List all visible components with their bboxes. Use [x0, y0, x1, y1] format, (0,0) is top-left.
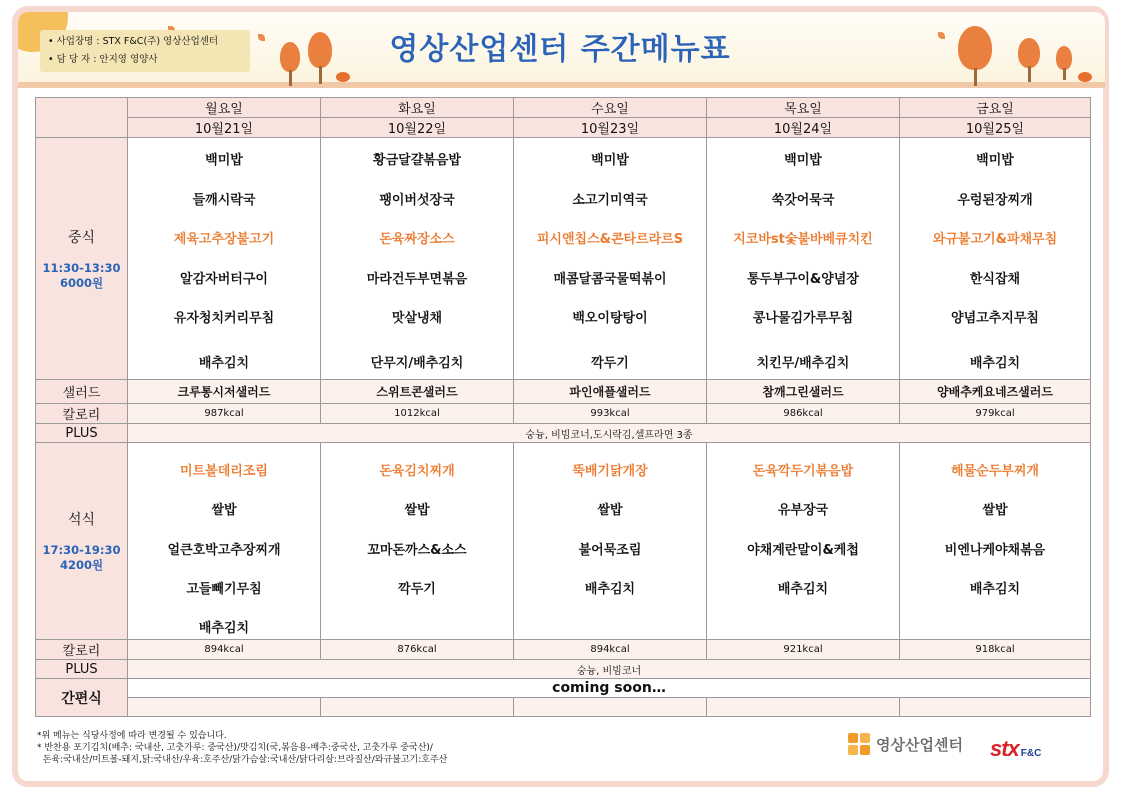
lunch-calorie: 993kcal	[514, 404, 707, 424]
lunch-calorie-label: 칼로리	[36, 404, 128, 424]
leaf-decoration	[258, 34, 265, 41]
lunch-label: 중식	[67, 229, 96, 246]
menu-item: 불어묵조림	[578, 543, 642, 558]
ground-decoration	[18, 82, 1105, 88]
center-logo	[848, 733, 963, 755]
page-title: 영상산업센터 주간메뉴표	[389, 32, 731, 67]
menu-item: 배추김치	[969, 356, 1021, 371]
dinner-calorie: 876kcal	[321, 640, 514, 660]
salad-label: 샐러드	[36, 380, 128, 404]
menu-item: 백미밥	[205, 153, 243, 168]
dinner-label-cell	[36, 443, 128, 640]
lunch-calorie: 1012kcal	[321, 404, 514, 424]
dinner-label: 석식	[67, 512, 96, 528]
center-logo-text: 영상산업센터	[876, 735, 963, 754]
manager-name: • 담 당 자 : 안지영 영양사	[48, 54, 158, 65]
menu-item: 야채계란말이&케첩	[747, 543, 859, 558]
date-header: 10월23일	[514, 118, 707, 138]
lunch-menu-cell	[900, 138, 1091, 380]
lunch-plus-label: PLUS	[36, 424, 128, 443]
day-header: 수요일	[514, 98, 707, 118]
pumpkin-decoration	[1078, 72, 1092, 82]
menu-item: 돈육짜장소스	[379, 232, 455, 247]
lunch-menu-cell	[321, 138, 514, 380]
menu-item: 매콤달콤국물떡볶이	[553, 272, 667, 287]
menu-item: 우렁된장찌개	[957, 193, 1033, 208]
dinner-calorie: 894kcal	[514, 640, 707, 660]
menu-item: 유부장국	[777, 503, 829, 518]
menu-item: 알감자버터구이	[180, 272, 268, 287]
lunch-menu-cell	[707, 138, 900, 380]
lunch-menu-cell	[514, 138, 707, 380]
menu-item: 백오이탕탕이	[572, 311, 648, 326]
salad-item: 크루통시저샐러드	[128, 380, 321, 404]
menu-item: 제육고추장불고기	[173, 232, 275, 247]
menu-item: 치킨무/배추김치	[756, 356, 850, 371]
lunch-menu-cell	[128, 138, 321, 380]
stx-logo-text: stx	[990, 736, 1019, 761]
menu-item: 한식잡채	[969, 272, 1021, 287]
snack-cell	[707, 698, 900, 717]
weekly-menu-table	[35, 97, 1091, 717]
menu-item: 배추김치	[584, 582, 636, 597]
menu-item: 통두부구이&양념장	[747, 272, 859, 287]
menu-item: 황금달걀볶음밥	[373, 153, 461, 168]
menu-item: 쑥갓어묵국	[771, 193, 835, 208]
dinner-menu-cell	[321, 443, 514, 640]
leaf-decoration	[938, 32, 945, 39]
menu-item: 쌀밥	[404, 503, 430, 518]
dinner-plus-text: 숭늉, 비빔코너	[128, 660, 1091, 679]
salad-item: 스위트콘샐러드	[321, 380, 514, 404]
menu-item: 깍두기	[398, 582, 436, 597]
snack-cell	[128, 698, 321, 717]
salad-item: 양배추케요네즈샐러드	[900, 380, 1091, 404]
menu-item: 백미밥	[784, 153, 822, 168]
dinner-calorie: 921kcal	[707, 640, 900, 660]
salad-item: 파인애플샐러드	[514, 380, 707, 404]
menu-item: 콩나물김가루무침	[752, 311, 854, 326]
day-header: 금요일	[900, 98, 1091, 118]
center-logo-icon	[848, 733, 870, 755]
lunch-price: 6000원	[59, 275, 104, 290]
date-header: 10월21일	[128, 118, 321, 138]
footnotes	[37, 730, 447, 766]
business-name: • 사업장명 : STX F&C(주) 영상산업센터	[48, 36, 219, 47]
menu-item: 돈육김치찌개	[379, 464, 455, 479]
date-header: 10월25일	[900, 118, 1091, 138]
menu-item: 미트볼데리조림	[180, 464, 268, 479]
snack-label: 간편식	[36, 679, 128, 717]
day-header: 월요일	[128, 98, 321, 118]
lunch-calorie: 987kcal	[128, 404, 321, 424]
fc-logo-text: F&C	[1020, 748, 1042, 759]
corner-cell	[36, 98, 128, 138]
menu-item: 백미밥	[591, 153, 629, 168]
menu-item: 고들빼기무침	[186, 582, 262, 597]
menu-item: 배추김치	[777, 582, 829, 597]
menu-item: 피시앤칩스&콘타르라르S	[536, 232, 684, 247]
menu-item: 배추김치	[969, 582, 1021, 597]
dinner-menu-cell	[128, 443, 321, 640]
dinner-time: 17:30-19:30	[42, 543, 121, 557]
dinner-menu-cell	[900, 443, 1091, 640]
dinner-calorie: 894kcal	[128, 640, 321, 660]
menu-item: 쌀밥	[211, 503, 237, 518]
business-info-box	[40, 30, 250, 72]
menu-item: 와규불고기&파채무침	[932, 232, 1058, 247]
menu-item: 맛살냉채	[391, 311, 443, 326]
dinner-menu-cell	[707, 443, 900, 640]
dinner-calorie: 918kcal	[900, 640, 1091, 660]
date-header: 10월24일	[707, 118, 900, 138]
menu-item: 팽이버섯장국	[379, 193, 455, 208]
pumpkin-decoration	[336, 72, 350, 82]
day-header: 목요일	[707, 98, 900, 118]
snack-cell	[321, 698, 514, 717]
lunch-time: 11:30-13:30	[42, 260, 121, 275]
menu-item: 소고기미역국	[572, 193, 648, 208]
menu-item: 백미밥	[976, 153, 1014, 168]
day-header: 화요일	[321, 98, 514, 118]
dinner-plus-label: PLUS	[36, 660, 128, 679]
footnote-line: 돈육:국내산/미트볼-돼지,닭:국내산/우육:호주산/닭가슴살:국내산/닭다리살:브라질산/와규불고기:호주산	[37, 755, 448, 765]
lunch-plus-text: 숭늉, 비빔코너,도시락김,셀프라면 3종	[128, 424, 1091, 443]
menu-item: 해물순두부찌개	[951, 464, 1039, 479]
menu-item: 비엔나케야채볶음	[944, 543, 1046, 558]
menu-item: 쌀밥	[982, 503, 1008, 518]
menu-item: 얼큰호박고추장찌개	[167, 543, 281, 558]
snack-cell	[514, 698, 707, 717]
menu-item: 배추김치	[198, 356, 250, 371]
footnote-line: * 반찬용 포기김치(배추: 국내산, 고춧가루: 중국산)/맛김치(국,볶음용-배추:중국산, 고춧가루 중국산)/	[37, 743, 433, 753]
menu-item: 지코바st숯불바베큐치킨	[733, 232, 873, 247]
stx-logo	[990, 736, 1041, 762]
menu-item: 쌀밥	[597, 503, 623, 518]
menu-item: 단무지/배추김치	[370, 356, 464, 371]
lunch-calorie: 979kcal	[900, 404, 1091, 424]
lunch-calorie: 986kcal	[707, 404, 900, 424]
menu-item: 꼬마돈까스&소스	[367, 543, 467, 558]
salad-item: 참깨그린샐러드	[707, 380, 900, 404]
date-header: 10월22일	[321, 118, 514, 138]
snack-cell	[900, 698, 1091, 717]
menu-item: 뚝배기닭개장	[572, 464, 648, 479]
menu-item: 들깨시락국	[192, 193, 256, 208]
menu-item: 배추김치	[198, 621, 250, 636]
lunch-label-cell	[36, 138, 128, 380]
menu-item: 깍두기	[591, 356, 629, 371]
menu-item: 유자청치커리무침	[173, 311, 275, 326]
dinner-calorie-label: 칼로리	[36, 640, 128, 660]
dinner-menu-cell	[514, 443, 707, 640]
footnote-line: *위 메뉴는 식당사정에 따라 변경될 수 있습니다.	[37, 731, 227, 741]
menu-item: 마라건두부면볶음	[366, 272, 468, 287]
menu-item: 양념고추지무침	[951, 311, 1039, 326]
dinner-price: 4200원	[59, 558, 104, 572]
snack-text: coming soon…	[128, 679, 1091, 698]
menu-item: 돈육깍두기볶음밥	[752, 464, 854, 479]
